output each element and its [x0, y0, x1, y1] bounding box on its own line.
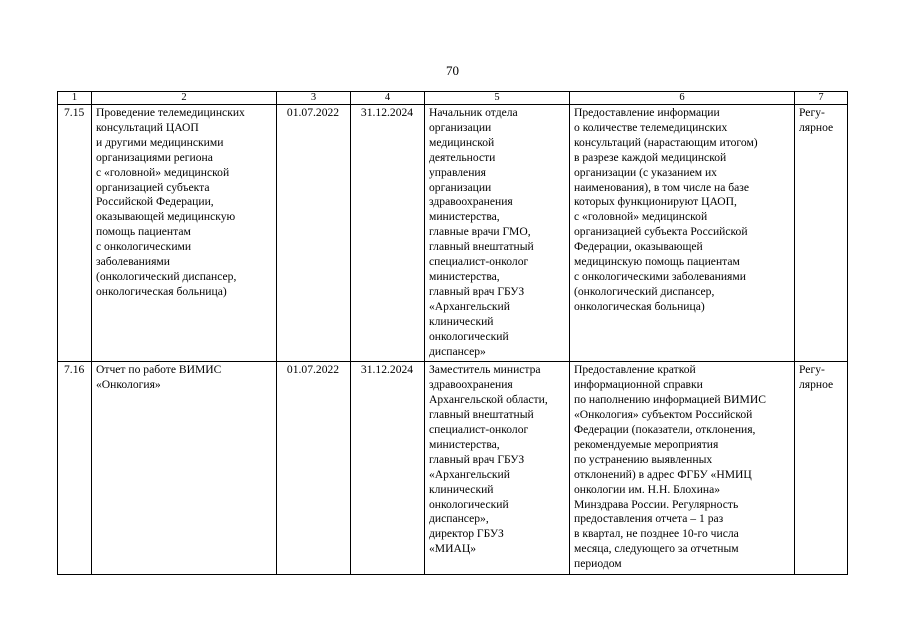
table-row: [58, 105, 848, 362]
column-header: 2: [92, 92, 277, 105]
column-header: 3: [277, 92, 351, 105]
result-cell: Предоставление краткой информационной справки по наполнению информацией ВИМИС «Онкология» субъектом Российской Федерации (показатели, отклонения, рекомендуемые мероприятия по устранению выявленных отклонений) в адрес ФГБУ «НМИЦ онкологии им. Н.Н. Блохина» Минздрава России. Регулярность предоставления отчета – 1 раз в квартал, не позднее 10-го числа месяца, следующего за отчетным периодом: [570, 362, 795, 575]
column-header: 6: [570, 92, 795, 105]
header-row: [58, 92, 848, 105]
column-header: 1: [58, 92, 92, 105]
result-cell: Предоставление информации о количестве телемедицинских консультаций (нарастающим итогом) в разрезе каждой медицинской организации (с указанием их наименования), в том числе на базе которых функционируют ЦАОП, с «головной» медицинской организацией субъекта Российской Федерации, оказывающей медицинскую помощь пациентам с онкологическими заболеваниями (онкологический диспансер, онкологическая больница): [570, 105, 795, 362]
activity-cell: Проведение телемедицинских консультаций ЦАОП и другими медицинскими организациями региона с «головной» медицинской организацией субъекта Российской Федерации, оказывающей медицинскую помощь пациентам с онкологическими заболеваниями (онкологический диспансер, онкологическая больница): [92, 105, 277, 362]
row-number: 7.16: [58, 362, 92, 575]
column-header: 4: [351, 92, 425, 105]
frequency-cell: Регу- лярное: [795, 105, 848, 362]
column-header: 7: [795, 92, 848, 105]
start-date-cell: 01.07.2022: [277, 362, 351, 575]
page-number: 70: [446, 63, 459, 78]
responsible-cell: Заместитель министра здравоохранения Архангельской области, главный внештатный специалист-онколог министерства, главный врач ГБУЗ «Архангельский клинический онкологический диспансер», директор ГБУЗ «МИАЦ»: [425, 362, 570, 575]
column-header: 5: [425, 92, 570, 105]
plan-table: [57, 91, 848, 575]
table-row: [58, 362, 848, 575]
row-number: 7.15: [58, 105, 92, 362]
end-date-cell: 31.12.2024: [351, 105, 425, 362]
activity-cell: Отчет по работе ВИМИС «Онкология»: [92, 362, 277, 575]
responsible-cell: Начальник отдела организации медицинской деятельности управления организации здравоохранения министерства, главные врачи ГМО, главный внештатный специалист-онколог министерства, главный врач ГБУЗ «Архангельский клинический онкологический диспансер»: [425, 105, 570, 362]
frequency-cell: Регу- лярное: [795, 362, 848, 575]
end-date-cell: 31.12.2024: [351, 362, 425, 575]
start-date-cell: 01.07.2022: [277, 105, 351, 362]
